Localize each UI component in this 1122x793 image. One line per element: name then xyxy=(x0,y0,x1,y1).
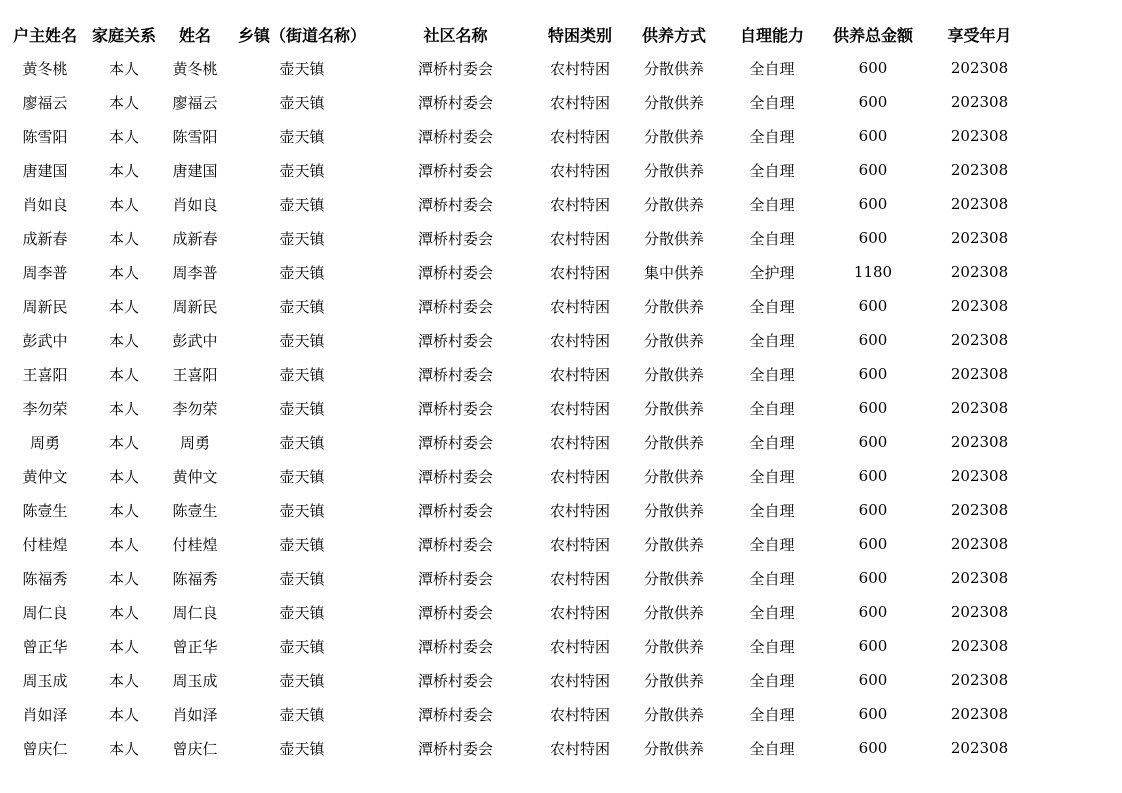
cell-relationship: 本人 xyxy=(108,195,139,214)
cell-name: 廖福云 xyxy=(172,93,218,112)
header-start-month: 享受年月 xyxy=(947,25,1012,45)
cell-category: 农村特困 xyxy=(549,263,610,282)
cell-township: 壶天镇 xyxy=(279,467,325,486)
cell-total-amount: 600 xyxy=(858,671,888,689)
cell-start-month: 202308 xyxy=(950,229,1009,247)
cell-relationship: 本人 xyxy=(108,365,139,384)
header-support-mode: 供养方式 xyxy=(641,25,706,45)
cell-township: 壶天镇 xyxy=(279,59,325,78)
cell-name: 彭武中 xyxy=(172,331,218,350)
cell-community: 潭桥村委会 xyxy=(417,263,493,282)
cell-name: 成新春 xyxy=(172,229,218,248)
cell-total-amount: 1180 xyxy=(853,263,893,281)
cell-relationship: 本人 xyxy=(108,739,139,758)
cell-self-care: 全自理 xyxy=(749,365,795,384)
cell-community: 潭桥村委会 xyxy=(417,399,493,418)
cell-category: 农村特困 xyxy=(549,229,610,248)
cell-relationship: 本人 xyxy=(108,637,139,656)
cell-relationship: 本人 xyxy=(108,161,139,180)
cell-category: 农村特困 xyxy=(549,739,610,758)
cell-name: 周勇 xyxy=(179,433,210,452)
cell-spacer xyxy=(1030,187,1122,221)
cell-category: 农村特困 xyxy=(549,705,610,724)
cell-start-month: 202308 xyxy=(950,671,1009,689)
cell-start-month: 202308 xyxy=(950,467,1009,485)
cell-total-amount: 600 xyxy=(858,127,888,145)
table-header xyxy=(0,17,1122,51)
cell-relationship: 本人 xyxy=(108,603,139,622)
cell-household-head: 曾庆仁 xyxy=(22,739,68,758)
cell-support-mode: 分散供养 xyxy=(643,467,704,486)
header-relationship: 家庭关系 xyxy=(91,25,156,45)
cell-spacer xyxy=(1030,153,1122,187)
cell-start-month: 202308 xyxy=(950,705,1009,723)
table-row xyxy=(0,255,1122,289)
cell-community: 潭桥村委会 xyxy=(417,705,493,724)
cell-community: 潭桥村委会 xyxy=(417,365,493,384)
cell-township: 壶天镇 xyxy=(279,195,325,214)
cell-household-head: 付桂煌 xyxy=(22,535,68,554)
cell-community: 潭桥村委会 xyxy=(417,93,493,112)
cell-start-month: 202308 xyxy=(950,739,1009,757)
cell-support-mode: 分散供养 xyxy=(643,501,704,520)
table-body xyxy=(0,51,1122,765)
header-spacer xyxy=(1030,17,1122,51)
cell-total-amount: 600 xyxy=(858,365,888,383)
cell-household-head: 肖如良 xyxy=(22,195,68,214)
cell-category: 农村特困 xyxy=(549,93,610,112)
cell-start-month: 202308 xyxy=(950,603,1009,621)
cell-category: 农村特困 xyxy=(549,637,610,656)
cell-total-amount: 600 xyxy=(858,569,888,587)
cell-self-care: 全自理 xyxy=(749,161,795,180)
table-row xyxy=(0,595,1122,629)
cell-household-head: 廖福云 xyxy=(22,93,68,112)
table-row xyxy=(0,119,1122,153)
cell-household-head: 陈福秀 xyxy=(22,569,68,588)
cell-township: 壶天镇 xyxy=(279,229,325,248)
table-row xyxy=(0,289,1122,323)
table-row xyxy=(0,697,1122,731)
cell-self-care: 全自理 xyxy=(749,671,795,690)
cell-support-mode: 分散供养 xyxy=(643,93,704,112)
document-sheet xyxy=(0,17,1122,765)
cell-total-amount: 600 xyxy=(858,161,888,179)
cell-self-care: 全护理 xyxy=(749,263,795,282)
cell-name: 曾正华 xyxy=(172,637,218,656)
cell-community: 潭桥村委会 xyxy=(417,297,493,316)
cell-support-mode: 分散供养 xyxy=(643,229,704,248)
header-township: 乡镇（街道名称） xyxy=(237,25,366,45)
cell-spacer xyxy=(1030,561,1122,595)
cell-spacer xyxy=(1030,663,1122,697)
table-row xyxy=(0,323,1122,357)
cell-total-amount: 600 xyxy=(858,467,888,485)
cell-household-head: 王喜阳 xyxy=(22,365,68,384)
cell-start-month: 202308 xyxy=(950,501,1009,519)
cell-name: 陈雪阳 xyxy=(172,127,218,146)
table-row xyxy=(0,459,1122,493)
cell-relationship: 本人 xyxy=(108,297,139,316)
cell-support-mode: 分散供养 xyxy=(643,297,704,316)
cell-relationship: 本人 xyxy=(108,399,139,418)
cell-category: 农村特困 xyxy=(549,467,610,486)
cell-township: 壶天镇 xyxy=(279,535,325,554)
cell-category: 农村特困 xyxy=(549,569,610,588)
cell-name: 周李普 xyxy=(172,263,218,282)
cell-household-head: 黄仲文 xyxy=(22,467,68,486)
cell-spacer xyxy=(1030,357,1122,391)
cell-total-amount: 600 xyxy=(858,195,888,213)
cell-start-month: 202308 xyxy=(950,195,1009,213)
cell-relationship: 本人 xyxy=(108,671,139,690)
cell-category: 农村特困 xyxy=(549,127,610,146)
cell-spacer xyxy=(1030,119,1122,153)
cell-spacer xyxy=(1030,493,1122,527)
cell-name: 李勿荣 xyxy=(172,399,218,418)
cell-category: 农村特困 xyxy=(549,331,610,350)
cell-total-amount: 600 xyxy=(858,331,888,349)
cell-name: 周新民 xyxy=(172,297,218,316)
cell-start-month: 202308 xyxy=(950,297,1009,315)
cell-total-amount: 600 xyxy=(858,93,888,111)
cell-spacer xyxy=(1030,221,1122,255)
cell-relationship: 本人 xyxy=(108,93,139,112)
cell-category: 农村特困 xyxy=(549,433,610,452)
cell-start-month: 202308 xyxy=(950,637,1009,655)
cell-self-care: 全自理 xyxy=(749,501,795,520)
cell-start-month: 202308 xyxy=(950,331,1009,349)
header-household-head: 户主姓名 xyxy=(12,25,77,45)
cell-community: 潭桥村委会 xyxy=(417,229,493,248)
cell-spacer xyxy=(1030,731,1122,765)
cell-township: 壶天镇 xyxy=(279,671,325,690)
table-row xyxy=(0,51,1122,85)
cell-support-mode: 分散供养 xyxy=(643,739,704,758)
cell-relationship: 本人 xyxy=(108,433,139,452)
cell-total-amount: 600 xyxy=(858,535,888,553)
cell-community: 潭桥村委会 xyxy=(417,161,493,180)
cell-self-care: 全自理 xyxy=(749,331,795,350)
cell-start-month: 202308 xyxy=(950,127,1009,145)
table-row xyxy=(0,391,1122,425)
cell-township: 壶天镇 xyxy=(279,263,325,282)
cell-name: 付桂煌 xyxy=(172,535,218,554)
table-row xyxy=(0,85,1122,119)
cell-relationship: 本人 xyxy=(108,569,139,588)
cell-start-month: 202308 xyxy=(950,93,1009,111)
cell-start-month: 202308 xyxy=(950,433,1009,451)
table-row xyxy=(0,493,1122,527)
cell-self-care: 全自理 xyxy=(749,399,795,418)
cell-support-mode: 分散供养 xyxy=(643,59,704,78)
cell-spacer xyxy=(1030,289,1122,323)
cell-self-care: 全自理 xyxy=(749,467,795,486)
cell-township: 壶天镇 xyxy=(279,365,325,384)
cell-category: 农村特困 xyxy=(549,535,610,554)
table-row xyxy=(0,221,1122,255)
cell-spacer xyxy=(1030,595,1122,629)
cell-spacer xyxy=(1030,255,1122,289)
cell-spacer xyxy=(1030,323,1122,357)
cell-community: 潭桥村委会 xyxy=(417,535,493,554)
cell-relationship: 本人 xyxy=(108,705,139,724)
cell-township: 壶天镇 xyxy=(279,297,325,316)
cell-support-mode: 分散供养 xyxy=(643,399,704,418)
cell-name: 黄冬桃 xyxy=(172,59,218,78)
header-total-amount: 供养总金额 xyxy=(832,25,913,45)
cell-support-mode: 分散供养 xyxy=(643,331,704,350)
cell-community: 潭桥村委会 xyxy=(417,671,493,690)
cell-name: 周仁良 xyxy=(172,603,218,622)
cell-community: 潭桥村委会 xyxy=(417,739,493,758)
table-row xyxy=(0,357,1122,391)
cell-support-mode: 分散供养 xyxy=(643,535,704,554)
cell-total-amount: 600 xyxy=(858,433,888,451)
table-row xyxy=(0,425,1122,459)
cell-start-month: 202308 xyxy=(950,569,1009,587)
cell-name: 曾庆仁 xyxy=(172,739,218,758)
cell-self-care: 全自理 xyxy=(749,603,795,622)
cell-start-month: 202308 xyxy=(950,535,1009,553)
cell-township: 壶天镇 xyxy=(279,161,325,180)
cell-self-care: 全自理 xyxy=(749,569,795,588)
cell-spacer xyxy=(1030,391,1122,425)
cell-community: 潭桥村委会 xyxy=(417,637,493,656)
cell-relationship: 本人 xyxy=(108,467,139,486)
cell-township: 壶天镇 xyxy=(279,331,325,350)
cell-category: 农村特困 xyxy=(549,297,610,316)
cell-household-head: 周勇 xyxy=(29,433,60,452)
cell-total-amount: 600 xyxy=(858,399,888,417)
cell-spacer xyxy=(1030,459,1122,493)
table-row xyxy=(0,561,1122,595)
table-row xyxy=(0,663,1122,697)
table-row xyxy=(0,187,1122,221)
cell-support-mode: 分散供养 xyxy=(643,569,704,588)
cell-self-care: 全自理 xyxy=(749,433,795,452)
cell-spacer xyxy=(1030,425,1122,459)
cell-township: 壶天镇 xyxy=(279,739,325,758)
cell-support-mode: 分散供养 xyxy=(643,637,704,656)
cell-start-month: 202308 xyxy=(950,161,1009,179)
cell-household-head: 肖如泽 xyxy=(22,705,68,724)
cell-support-mode: 分散供养 xyxy=(643,705,704,724)
cell-community: 潭桥村委会 xyxy=(417,195,493,214)
cell-total-amount: 600 xyxy=(858,501,888,519)
cell-township: 壶天镇 xyxy=(279,603,325,622)
cell-household-head: 陈壹生 xyxy=(22,501,68,520)
cell-category: 农村特困 xyxy=(549,501,610,520)
cell-support-mode: 分散供养 xyxy=(643,127,704,146)
header-self-care: 自理能力 xyxy=(739,25,804,45)
cell-total-amount: 600 xyxy=(858,229,888,247)
cell-name: 肖如泽 xyxy=(172,705,218,724)
cell-community: 潭桥村委会 xyxy=(417,59,493,78)
cell-township: 壶天镇 xyxy=(279,399,325,418)
cell-self-care: 全自理 xyxy=(749,637,795,656)
cell-community: 潭桥村委会 xyxy=(417,569,493,588)
cell-community: 潭桥村委会 xyxy=(417,331,493,350)
cell-name: 周玉成 xyxy=(172,671,218,690)
cell-township: 壶天镇 xyxy=(279,569,325,588)
cell-community: 潭桥村委会 xyxy=(417,467,493,486)
header-category: 特困类别 xyxy=(547,25,612,45)
cell-start-month: 202308 xyxy=(950,59,1009,77)
cell-support-mode: 分散供养 xyxy=(643,365,704,384)
cell-support-mode: 分散供养 xyxy=(643,603,704,622)
cell-household-head: 周玉成 xyxy=(22,671,68,690)
header-name: 姓名 xyxy=(178,25,211,45)
header-row xyxy=(0,17,1122,51)
cell-self-care: 全自理 xyxy=(749,127,795,146)
cell-total-amount: 600 xyxy=(858,739,888,757)
cell-name: 肖如良 xyxy=(172,195,218,214)
cell-spacer xyxy=(1030,697,1122,731)
cell-name: 唐建国 xyxy=(172,161,218,180)
cell-household-head: 彭武中 xyxy=(22,331,68,350)
cell-total-amount: 600 xyxy=(858,59,888,77)
cell-township: 壶天镇 xyxy=(279,433,325,452)
cell-relationship: 本人 xyxy=(108,331,139,350)
table-row xyxy=(0,731,1122,765)
cell-township: 壶天镇 xyxy=(279,501,325,520)
cell-spacer xyxy=(1030,85,1122,119)
cell-household-head: 唐建国 xyxy=(22,161,68,180)
table-row xyxy=(0,527,1122,561)
cell-category: 农村特困 xyxy=(549,365,610,384)
cell-spacer xyxy=(1030,527,1122,561)
cell-community: 潭桥村委会 xyxy=(417,433,493,452)
cell-spacer xyxy=(1030,629,1122,663)
cell-self-care: 全自理 xyxy=(749,739,795,758)
cell-self-care: 全自理 xyxy=(749,297,795,316)
cell-self-care: 全自理 xyxy=(749,705,795,724)
cell-household-head: 陈雪阳 xyxy=(22,127,68,146)
cell-support-mode: 分散供养 xyxy=(643,161,704,180)
cell-support-mode: 分散供养 xyxy=(643,671,704,690)
cell-name: 王喜阳 xyxy=(172,365,218,384)
cell-household-head: 周新民 xyxy=(22,297,68,316)
cell-township: 壶天镇 xyxy=(279,127,325,146)
cell-household-head: 周李普 xyxy=(22,263,68,282)
cell-relationship: 本人 xyxy=(108,59,139,78)
cell-name: 陈壹生 xyxy=(172,501,218,520)
cell-total-amount: 600 xyxy=(858,637,888,655)
cell-name: 陈福秀 xyxy=(172,569,218,588)
table-row xyxy=(0,153,1122,187)
cell-name: 黄仲文 xyxy=(172,467,218,486)
cell-total-amount: 600 xyxy=(858,603,888,621)
cell-total-amount: 600 xyxy=(858,705,888,723)
cell-total-amount: 600 xyxy=(858,297,888,315)
cell-household-head: 李勿荣 xyxy=(22,399,68,418)
cell-support-mode: 集中供养 xyxy=(643,263,704,282)
cell-household-head: 曾正华 xyxy=(22,637,68,656)
cell-category: 农村特困 xyxy=(549,671,610,690)
cell-self-care: 全自理 xyxy=(749,59,795,78)
cell-township: 壶天镇 xyxy=(279,93,325,112)
cell-township: 壶天镇 xyxy=(279,637,325,656)
cell-start-month: 202308 xyxy=(950,263,1009,281)
support-roster-table xyxy=(0,17,1122,765)
cell-self-care: 全自理 xyxy=(749,93,795,112)
cell-household-head: 成新春 xyxy=(22,229,68,248)
cell-category: 农村特困 xyxy=(549,161,610,180)
cell-relationship: 本人 xyxy=(108,229,139,248)
cell-self-care: 全自理 xyxy=(749,535,795,554)
cell-category: 农村特困 xyxy=(549,195,610,214)
cell-community: 潭桥村委会 xyxy=(417,603,493,622)
cell-relationship: 本人 xyxy=(108,535,139,554)
cell-self-care: 全自理 xyxy=(749,229,795,248)
cell-relationship: 本人 xyxy=(108,501,139,520)
cell-spacer xyxy=(1030,51,1122,85)
cell-relationship: 本人 xyxy=(108,127,139,146)
header-community: 社区名称 xyxy=(423,25,488,45)
cell-community: 潭桥村委会 xyxy=(417,127,493,146)
cell-self-care: 全自理 xyxy=(749,195,795,214)
cell-household-head: 黄冬桃 xyxy=(22,59,68,78)
cell-community: 潭桥村委会 xyxy=(417,501,493,520)
cell-township: 壶天镇 xyxy=(279,705,325,724)
cell-household-head: 周仁良 xyxy=(22,603,68,622)
cell-category: 农村特困 xyxy=(549,399,610,418)
cell-start-month: 202308 xyxy=(950,365,1009,383)
cell-category: 农村特困 xyxy=(549,603,610,622)
cell-category: 农村特困 xyxy=(549,59,610,78)
cell-start-month: 202308 xyxy=(950,399,1009,417)
table-row xyxy=(0,629,1122,663)
cell-relationship: 本人 xyxy=(108,263,139,282)
cell-support-mode: 分散供养 xyxy=(643,433,704,452)
cell-support-mode: 分散供养 xyxy=(643,195,704,214)
